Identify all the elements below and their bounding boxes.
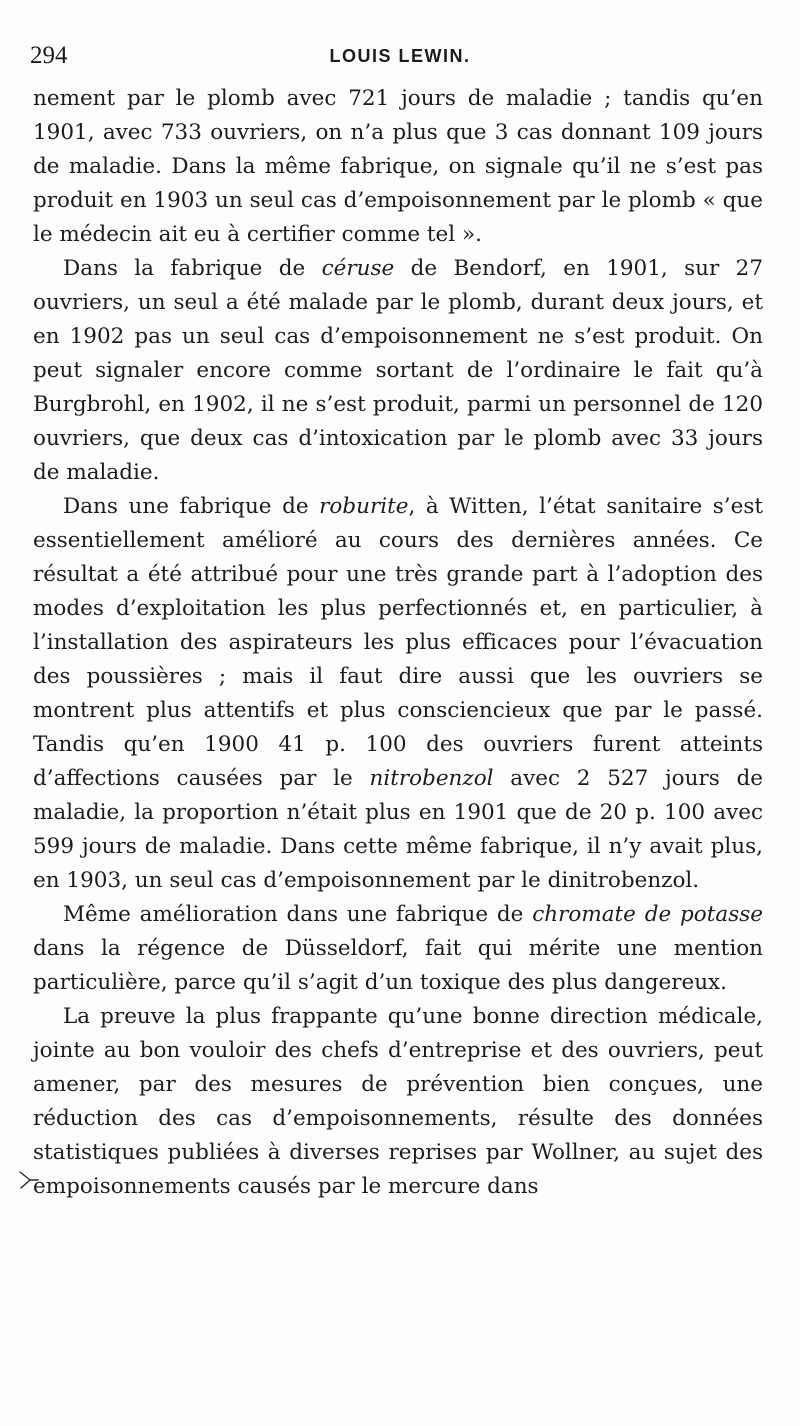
paragraph-2-text-a: Dans la fabrique de bbox=[63, 256, 322, 281]
paragraph-4-text-a: Même amélioration dans une fabrique de bbox=[63, 902, 533, 927]
paragraph-5-text: La preuve la plus frappante qu’une bonne direction médicale, jointe au bon vouloir des chefs d’entreprise et des ouvriers, peut amener, par des mesures de prévention bien conçues, une réduction des cas d’empoisonnements, résulte des données statistiques publiées à diverses reprises par Wollner, au sujet des empoisonnements causés par le mercure dans bbox=[33, 1004, 763, 1199]
paragraph-1 bbox=[33, 82, 763, 252]
paragraph-2 bbox=[33, 252, 763, 490]
body-text bbox=[33, 82, 763, 1204]
paragraph-4 bbox=[33, 898, 763, 1000]
running-head: LOUIS LEWIN. bbox=[329, 46, 471, 66]
paragraph-3-text-c: avec 2 527 jours de maladie, la proportion n’était plus en 1901 que de 20 p. 100 avec 599 jours de maladie. Dans cette même fabrique, il n’y avait plus, en 1903, un seul cas d’empoisonnement par le dinitrobenzol. bbox=[33, 766, 764, 893]
paragraph-2-text-b: de Bendorf, en 1901, sur 27 ouvriers, un seul a été malade par le plomb, durant deux jours, et en 1902 pas un seul cas d’empoisonnement ne s’est produit. On peut signaler encore comme sortant de l’ordinaire le fait qu’à Burgbrohl, en 1902, il ne s’est produit, parmi un personnel de 120 ouvriers, que deux cas d’intoxication par le plomb avec 33 jours de maladie. bbox=[33, 256, 763, 485]
paragraph-3-italic-roburite: roburite bbox=[319, 494, 409, 519]
paragraph-1-text: nement par le plomb avec 721 jours de maladie ; tandis qu’en 1901, avec 733 ouvriers, on n’a plus que 3 cas donnant 109 jours de maladie. Dans la même fabrique, on signale qu’il ne s’est pas produit en 1903 un seul cas d’empoisonnement par le plomb « que le médecin ait eu à certifier comme tel ». bbox=[33, 86, 763, 247]
paragraph-2-italic-ceruse: céruse bbox=[321, 256, 395, 281]
page-header bbox=[30, 40, 770, 72]
paragraph-4-italic-chromate: chromate de potasse bbox=[532, 902, 763, 927]
paragraph-3-text-b: , à Witten, l’état sanitaire s’est essentiellement amélioré au cours des dernières années. Ce résultat a été attribué pour une très grande part à l’adoption des modes d’exploitation les plus perfectionnés et, en particulier, à l’installation des aspirateurs les plus efficaces pour l’évacuation des poussières ; mais il faut dire aussi que les ouvriers se montrent plus attentifs et plus consciencieux que par le passé. Tandis qu’en 1900 41 p. 100 des ouvriers furent atteints d’affections causées par le bbox=[33, 494, 764, 791]
paragraph-4-text-b: dans la régence de Düsseldorf, fait qui mérite une mention particulière, parce qu’il s’agit d’un toxique des plus dangereux. bbox=[33, 936, 763, 995]
page-number: 294 bbox=[30, 42, 68, 69]
handwritten-margin-mark-icon bbox=[18, 1168, 40, 1190]
paragraph-5 bbox=[33, 1000, 763, 1204]
paragraph-3 bbox=[33, 490, 763, 898]
paragraph-3-text-a: Dans une fabrique de bbox=[63, 494, 320, 519]
paragraph-3-italic-nitrobenzol: nitrobenzol bbox=[369, 766, 494, 791]
